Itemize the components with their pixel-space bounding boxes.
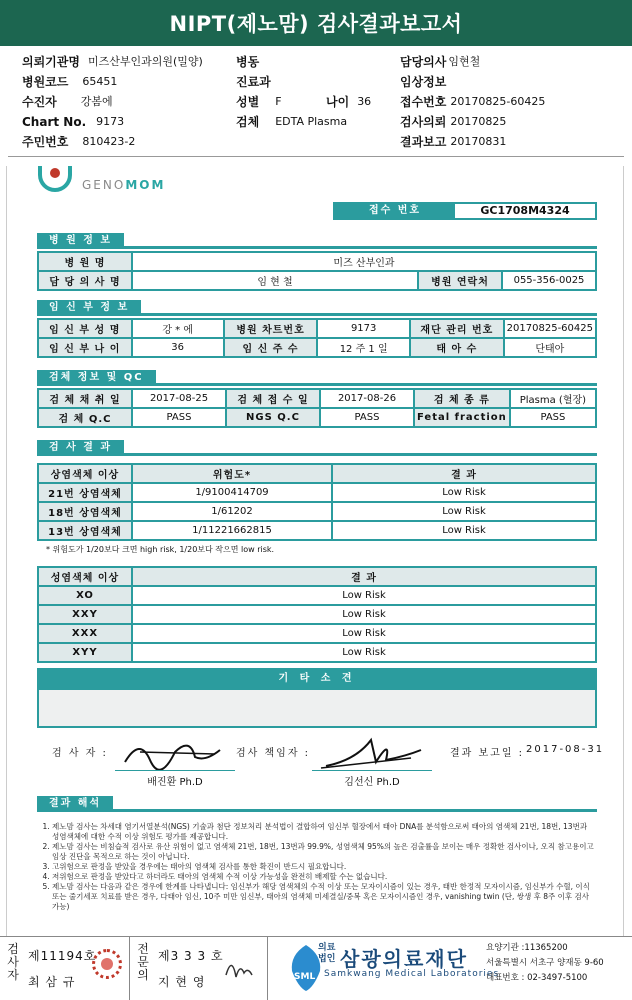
table-row: 임 신 부 성 명 강 * 에 병원 차트번호 9173 재단 관리 번호 20170825-60425	[38, 319, 596, 338]
table-row: 18번 상염색체 1/61202 Low Risk	[38, 502, 596, 521]
header-info-panel	[0, 46, 632, 158]
report-title: NIPT(제노맘) 검사결과보고서	[0, 0, 632, 46]
table-row: 검 체 채 취 일 2017-08-25 검 체 접 수 일 2017-08-26 검 체 종 류 Plasma (혈장)	[38, 389, 596, 408]
doctor-signature	[222, 951, 256, 985]
specimen-section-header: 검체 정보 및 QC	[37, 370, 597, 386]
risk-footnote: * 위험도가 1/20보다 크면 high risk, 1/20보다 작으면 low risk.	[46, 545, 275, 554]
table-row: 담 당 의 사 명 임 현 철 병원 연락처 055-356-0025	[38, 271, 596, 290]
examiner-footer-name: 최 삼 규	[28, 975, 76, 989]
receipt-number-value: GC1708M4324	[480, 204, 570, 217]
other-findings-box	[37, 690, 597, 728]
list-item: 5. 제노맘 검사는 다음과 같은 경우에 한계를 나타냅니다: 임신부가 해당 염색체의 수적 이상 또는 모자이시즘이 있는 경우, 태반 한정적 모자이시즘, 임신부가 수혈, 이식 또는 줄기세포 치료를 받은 경우, 다태아 임신, 10주 미만 임신부, 태아의 염색체 미세결실/중복 혹은 모자이시즘인 경우, vanishing twin (단, 쌍생 후 8주 이후 검사 가능)	[52, 882, 596, 912]
footer-examiner-cell	[0, 937, 130, 1000]
doctor-vertical-label: 전문의	[137, 942, 149, 982]
report-date-value: 2017-08-31	[526, 744, 605, 755]
chart-row: Chart No. 9173	[22, 115, 125, 129]
list-item: 3. 고위험으로 판정을 받았을 경우에는 태아의 염색체 검사를 통한 확진이 반드시 필요합니다.	[52, 862, 596, 872]
patient-row: 수진자 강봄에	[22, 95, 113, 109]
divider	[8, 156, 624, 157]
specimen-table	[37, 388, 597, 428]
sml-address-block: 요양기관 :11365200 서울특별시 서초구 양재동 9-60 대표번호 : 02-3497-5100	[486, 943, 604, 983]
table-row: XXX Low Risk	[38, 624, 596, 643]
other-findings-header: 기 타 소 견	[37, 668, 597, 690]
list-item: 1. 제노맘 검사는 차세대 염기서열분석(NGS) 기술과 첨단 정보처리 분석법이 결합하여 임신부 혈장에서 태아 DNA를 분석함으로써 태아의 염색체 21번, 18번, 13번과 성염색체에 대한 수적 이상 위험도 평가를 제공합니다.	[52, 822, 596, 842]
sml-name: 삼광의료재단	[340, 947, 468, 971]
table-row: 21번 상염색체 1/9100414709 Low Risk	[38, 483, 596, 502]
director-label: 검사 책임자 :	[236, 748, 311, 759]
receipt-number-box	[333, 202, 597, 220]
rrn-row: 주민번호 810423-2	[22, 135, 136, 149]
examiner-vertical-label: 검사자	[7, 942, 19, 982]
table-row: XO Low Risk	[38, 586, 596, 605]
doctor-row: 담당의사 임현철	[400, 55, 481, 69]
dept-row: 진료과	[236, 75, 271, 89]
hospital-table	[37, 251, 597, 291]
request-row: 검사의뢰 20170825	[400, 115, 507, 129]
sex-chromosome-table	[37, 566, 597, 663]
genomom-logo-icon	[38, 166, 72, 192]
genomom-logo	[38, 166, 218, 196]
table-row: XXY Low Risk	[38, 605, 596, 624]
table-header-row: 상염색체 이상 위험도* 결 과	[38, 464, 596, 483]
ward-row: 병동	[236, 55, 260, 69]
table-row: XYY Low Risk	[38, 643, 596, 662]
sex-row: 성별 F	[236, 95, 282, 109]
autosome-results-table	[37, 463, 597, 541]
table-header-row: 성염색체 이상 결 과	[38, 567, 596, 586]
sml-prefix: 의료법인	[318, 943, 336, 964]
examiner-name: 배진환 Ph.D	[115, 770, 235, 788]
interpretation-section-header: 결과 해석	[37, 796, 597, 812]
receipt-number-label: 접수 번호	[335, 204, 455, 218]
code-row: 병원코드 65451	[22, 75, 118, 89]
clinical-row: 임상정보	[400, 75, 447, 89]
specimen-row: 검체 EDTA Plasma	[236, 115, 348, 129]
examiner-license: 제11194호	[28, 949, 97, 963]
table-row: 검 체 Q.C PASS NGS Q.C PASS Fetal fraction PASS	[38, 408, 596, 427]
list-item: 2. 제노맘 검사는 비침습적 검사로 유산 위험이 없고 염색체 21번, 18번, 13번과 99.9%, 성염색체 95%의 높은 검출률을 보이는 매우 정확한 검사이나, 오직 참고용이고 임상 진단을 목적으로 하는 것이 아닙니다.	[52, 842, 596, 862]
footer	[0, 936, 632, 1000]
list-item: 4. 저위험으로 판정을 받았다고 하더라도 태아의 염색체 수적 이상 가능성을 완전히 배제할 수는 없습니다.	[52, 872, 596, 882]
pregnant-table	[37, 318, 597, 358]
director-signature	[316, 730, 426, 772]
table-row: 병 원 명 미즈 산부인과	[38, 252, 596, 271]
receipt-row: 접수번호 20170825-60425	[400, 95, 546, 109]
institution-row: 의뢰기관명 미즈산부인과의원(밀양)	[22, 55, 203, 69]
interpretation-text	[40, 822, 596, 912]
table-row: 13번 상염색체 1/11221662815 Low Risk	[38, 521, 596, 540]
doctor-license: 제3 3 3 호	[158, 949, 224, 963]
results-section-header: 검 사 결 과	[37, 440, 597, 456]
sml-english-name: Samkwang Medical Laboratories	[324, 969, 500, 979]
examiner-seal-icon	[92, 949, 122, 979]
table-row: 임 신 부 나 이 36 임 신 주 수 12 주 1 일 태 아 수 단태아	[38, 338, 596, 357]
svg-text:SML: SML	[294, 972, 316, 982]
doctor-footer-name: 지 현 영	[158, 975, 206, 989]
report-date-label: 결과 보고일 :	[450, 748, 525, 759]
report-row: 결과보고 20170831	[400, 135, 507, 149]
genomom-logo-text: GENOMOM	[82, 178, 166, 192]
director-name: 김선신 Ph.D	[312, 770, 432, 788]
examiner-signature	[120, 732, 230, 772]
hospital-section-header: 병 원 정 보	[37, 233, 597, 249]
pregnant-section-header: 임 신 부 정 보	[37, 300, 597, 316]
footer-doctor-cell	[130, 937, 268, 1000]
age-row: 나이 36	[326, 95, 372, 109]
examiner-label: 검 사 자 :	[52, 748, 108, 759]
